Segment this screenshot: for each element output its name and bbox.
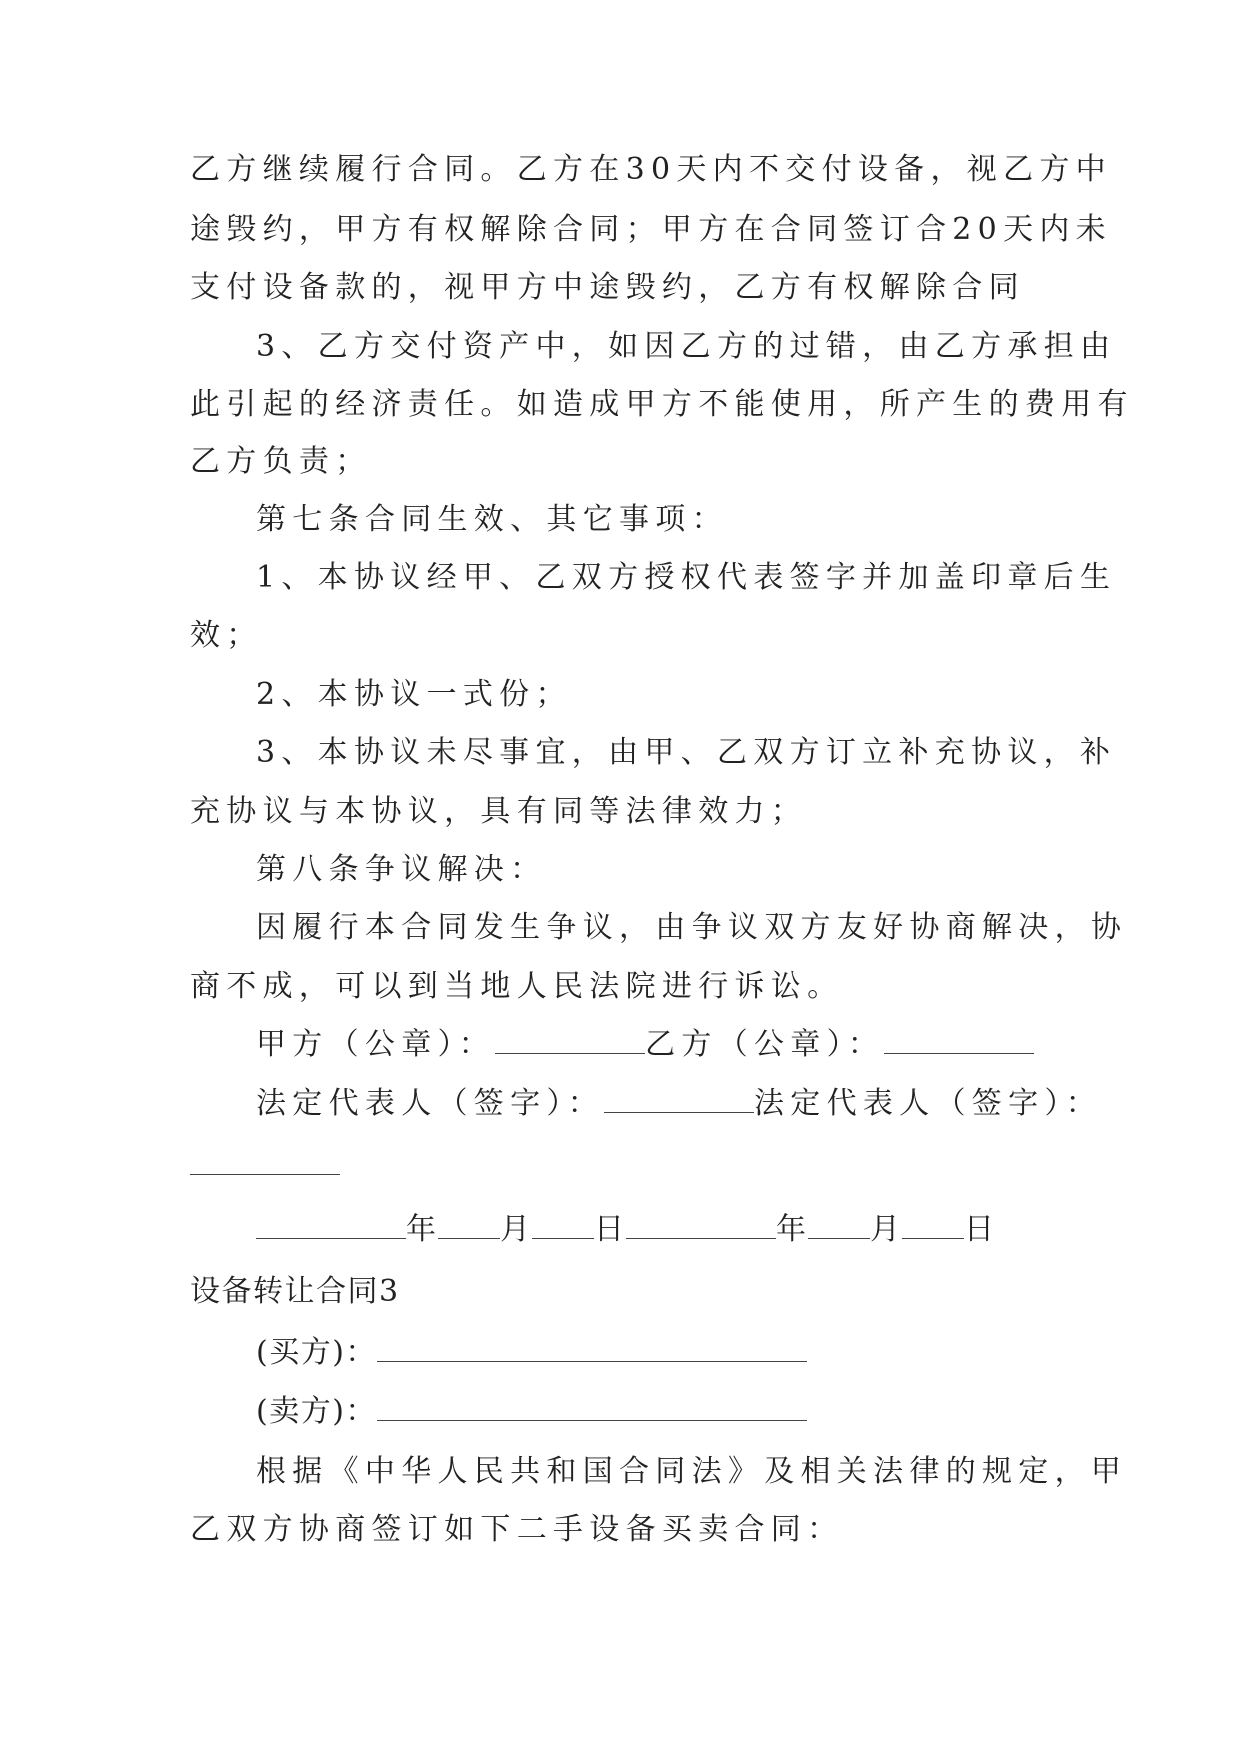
day-a-blank [532, 1210, 594, 1239]
paragraph-line: 1、本协议经甲、乙双方授权代表签字并加盖印章后生 [256, 560, 1117, 595]
date-line [256, 1210, 996, 1250]
representative-line [256, 1084, 1102, 1124]
year-b-blank [626, 1210, 776, 1239]
seller-label: (卖方)： [256, 1394, 377, 1429]
buyer-label: (买方)： [256, 1335, 377, 1370]
article-heading: 第七条合同生效、其它事项： [256, 502, 728, 537]
paragraph-line: 充协议与本协议，具有同等法律效力； [190, 794, 808, 829]
month-a-blank [438, 1210, 500, 1239]
party-a-seal-label: 甲方（公章）： [256, 1027, 496, 1062]
rep-b-line [190, 1146, 340, 1186]
paragraph-line: 3、本协议未尽事宜，由甲、乙双方订立补充协议，补 [256, 735, 1117, 770]
seal-line [256, 1025, 1034, 1065]
rep-a-blank [604, 1084, 754, 1113]
rep-b-blank [190, 1146, 340, 1175]
buyer-blank [377, 1333, 807, 1362]
paragraph-line: 途毁约，甲方有权解除合同；甲方在合同签订合20天内未 [190, 212, 1112, 247]
month-b-label: 月 [870, 1212, 902, 1247]
seller-blank [377, 1392, 807, 1421]
article-heading: 第八条争议解决： [256, 852, 547, 887]
month-b-blank [808, 1210, 870, 1239]
paragraph-line: 商不成，可以到当地人民法院进行诉讼。 [190, 969, 844, 1004]
party-a-seal-blank [495, 1025, 645, 1054]
year-a-blank [256, 1210, 406, 1239]
day-b-blank [902, 1210, 964, 1239]
contract-title: 设备转让合同3 [190, 1274, 400, 1309]
day-b-label: 日 [964, 1212, 996, 1247]
paragraph-line: 支付设备款的，视甲方中途毁约，乙方有权解除合同 [190, 270, 1025, 305]
month-a-label: 月 [500, 1212, 532, 1247]
rep-a-label: 法定代表人（签字）： [256, 1086, 604, 1121]
paragraph-line: 3、乙方交付资产中，如因乙方的过错，由乙方承担由 [256, 329, 1117, 364]
paragraph-line: 此引起的经济责任。如造成甲方不能使用，所产生的费用有 [190, 387, 1134, 422]
party-b-seal-label: 乙方（公章）： [645, 1027, 885, 1062]
year-b-label: 年 [776, 1212, 808, 1247]
seller-line [256, 1392, 807, 1432]
paragraph-line: 效； [190, 618, 263, 653]
rep-b-label: 法定代表人（签字）： [754, 1086, 1102, 1121]
buyer-line [256, 1333, 807, 1373]
day-a-label: 日 [594, 1212, 626, 1247]
paragraph-line: 乙双方协商签订如下二手设备买卖合同： [190, 1512, 844, 1547]
paragraph-line: 2、本协议一式份； [256, 677, 572, 712]
year-a-label: 年 [406, 1212, 438, 1247]
paragraph-line: 乙方负责； [190, 444, 372, 479]
paragraph-line: 因履行本合同发生争议，由争议双方友好协商解决，协 [256, 910, 1128, 945]
paragraph-line: 乙方继续履行合同。乙方在30天内不交付设备，视乙方中 [190, 152, 1112, 187]
paragraph-line: 根据《中华人民共和国合同法》及相关法律的规定，甲 [256, 1454, 1128, 1489]
party-b-seal-blank [884, 1025, 1034, 1054]
